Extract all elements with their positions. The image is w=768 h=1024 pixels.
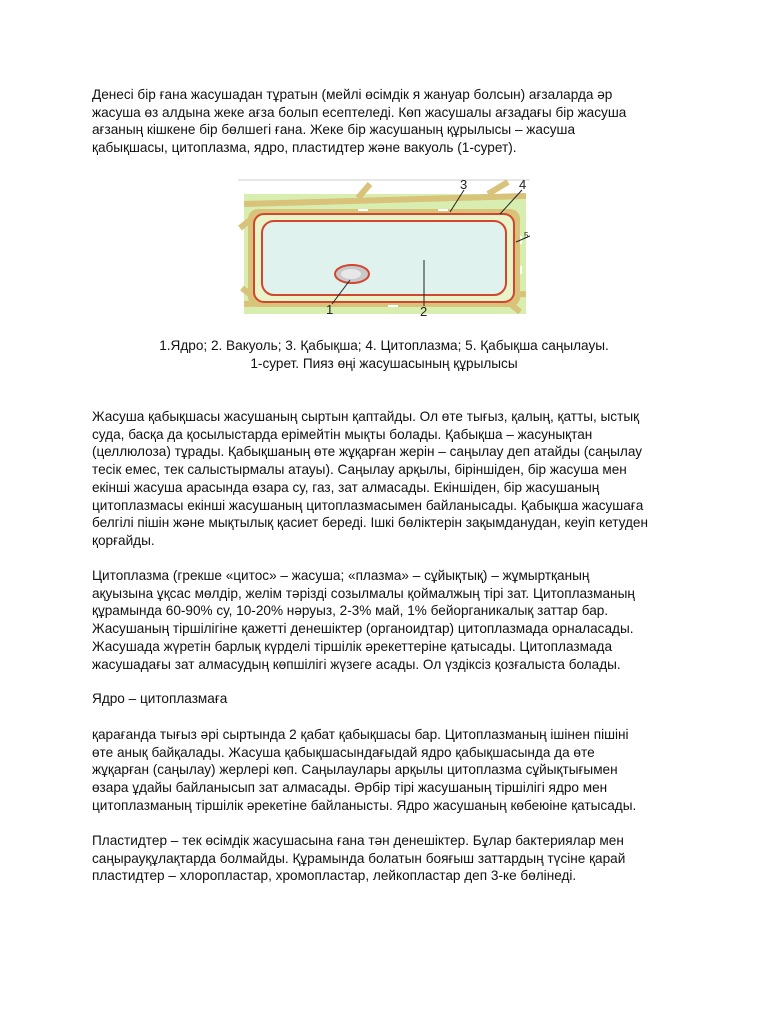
paragraph-plastids bbox=[92, 832, 682, 885]
onion-cell-figure bbox=[238, 176, 530, 318]
nucleolus bbox=[341, 269, 361, 279]
text-line: жұқарған (саңылау) жерлері көп. Саңылаулары арқылы цитоплазма сұйықтығымен bbox=[92, 762, 618, 778]
vacuole bbox=[262, 221, 506, 295]
label-1: 1 bbox=[326, 302, 334, 317]
text-line: Жасуша қабықшасы жасушаның сыртын қаптайды. Ол өте тығыз, қалың, қатты, ыстық bbox=[92, 409, 640, 424]
paragraph-nucleus bbox=[92, 726, 682, 815]
text-line: қарағанда тығыз әрі сыртында 2 қабат қабықшасы бар. Цитоплазманың ішінен пішіні bbox=[92, 727, 629, 742]
text-line: Ядро – цитоплазмаға bbox=[92, 691, 228, 706]
text-line: суда, басқа да қосылыстарда ерімейтін мықты болады. Қабықша – жасунықтан bbox=[92, 426, 593, 442]
paragraph-intro bbox=[92, 86, 682, 157]
label-3: 3 bbox=[460, 177, 468, 192]
text-line: Цитоплазма (грекше «цитос» – жасуша; «плазма» – сұйықтық) – жұмыртқаның bbox=[92, 568, 590, 583]
paragraph-nucleus-heading bbox=[92, 690, 682, 708]
text-line: Денесі бір ғана жасушадан тұратын (мейлі өсімдік я жануар болсын) ағзаларда әр bbox=[92, 87, 613, 102]
label-4: 4 bbox=[519, 177, 527, 192]
figure-legend: 1.Ядро; 2. Вакуоль; 3. Қабықша; 4. Цитоплазма; 5. Қабықша саңылауы. bbox=[159, 338, 609, 353]
text-line: екінші жасуша арасында өзара су, газ, зат алмасады. Екіншіден, бір жасушаның bbox=[92, 479, 600, 495]
text-line: ағзаның кішкене бір бөлшегі ғана. Жеке бір жасушаның құрылысы – жасуша bbox=[92, 122, 576, 138]
text-line: тесік емес, тек салыстырмалы атауы). Саңылау арқылы, біріншіден, бір жасуша мен bbox=[92, 462, 627, 478]
text-line: өте анық байқалады. Жасуша қабықшасындағыдай ядро қабықшасында да өте bbox=[92, 744, 595, 760]
label-5: 5 bbox=[524, 231, 529, 240]
text-line: жасушадағы зат алмасудың көпшілігі жүзеге асады. Ол үздіксіз қозғалыста болады. bbox=[92, 656, 621, 672]
text-line: өзара ұдайы байланысып зат алмасады. Әрбір тірі жасушаның тіршілігі ядро мен bbox=[92, 780, 608, 796]
text-line: қабықшасы, цитоплазма, ядро, пластидтер және вакуоль (1-сурет). bbox=[92, 140, 517, 156]
text-line: саңырауқұлақтарда болмайды. Құрамында болатын бояғыш заттардың түсіне қарай bbox=[92, 850, 626, 866]
text-line: Жасушада жүретін барлық күрделі тіршілік әрекеттеріне қатысады. Цитоплазмада bbox=[92, 638, 613, 654]
onion-cell-diagram bbox=[238, 176, 530, 318]
text-line: құрамында 60-90% су, 10-20% нәруыз, 2-3% май, 1% бейорганикалық заттар бар. bbox=[92, 603, 609, 619]
text-line: жасуша өз алдына жеке ағза болып есептеледі. Көп жасушалы ағзадағы бір жасуша bbox=[92, 104, 627, 120]
figure-caption: 1-сурет. Пияз өңі жасушасының құрылысы bbox=[250, 356, 518, 371]
text-line: белгілі пішін және мықтылық қасиет береді. Ішкі бөліктерін зақымданудан, кеуіп кетуден bbox=[92, 515, 648, 531]
paragraph-membrane bbox=[92, 408, 682, 550]
paragraph-cytoplasm bbox=[92, 567, 682, 673]
label-2: 2 bbox=[420, 304, 428, 318]
text-line: цитоплазмасы екінші жасушаның цитоплазмасымен байланысады. Қабықша жасушаға bbox=[92, 497, 644, 513]
text-line: цитоплазманың тіршілік әрекетіне байланысты. Ядро жасушаның көбеюіне қатысады. bbox=[92, 797, 637, 813]
text-line: пластидтер – хлоропластар, хромопластар, лейкопластар деп 3-ке бөлінеді. bbox=[92, 868, 577, 884]
text-line: (целлюлоза) тұрады. Қабықшаның өте жұқарған жерін – саңылау деп атайды (саңылау bbox=[92, 444, 643, 460]
text-line: Пластидтер – тек өсімдік жасушасына ғана тән денешіктер. Бұлар бактериялар мен bbox=[92, 833, 624, 848]
text-line: қорғайды. bbox=[92, 532, 155, 548]
text-line: Жасушаның тіршілігіне қажетті денешіктер (органоидтар) цитоплазмада орналасады. bbox=[92, 621, 634, 637]
text-line: ақуызына ұқсас мөлдір, желім тәрізді созылмалы қоймалжың тірі зат. Цитоплазманың bbox=[92, 585, 635, 601]
